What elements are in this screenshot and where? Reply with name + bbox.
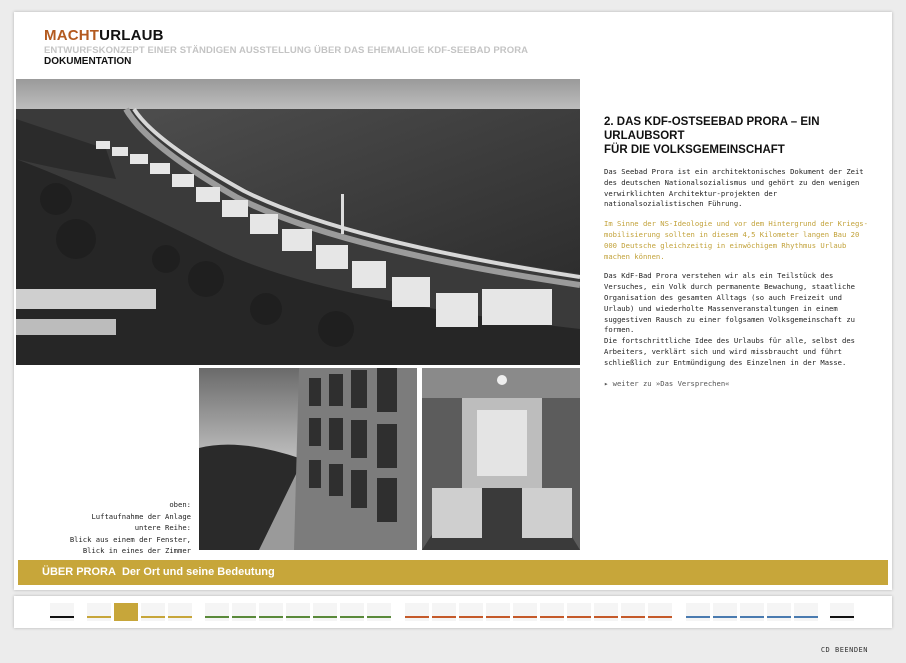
- nav-tab-indicator: [459, 616, 483, 618]
- nav-tab-4[interactable]: [141, 603, 165, 621]
- nav-tab-23[interactable]: [686, 603, 710, 621]
- nav-tab-22[interactable]: [648, 603, 672, 621]
- nav-tab-indicator: [648, 616, 672, 618]
- nav-tab-21[interactable]: [621, 603, 645, 621]
- article-paragraph-3: Das KdF-Bad Prora verstehen wir als ein Teilstück des Versuches, ein Volk durch permanente Bewachung, staatliche Organisation des gesamten Alltags (so auch Freizeit und Urlaub) und wiederholte Massenveranstaltungen in einem suggestiven Rausch zu einer folgsamen Volksgemeinschaft zu formen. Die fortschrittliche Idee des Urlaubs für alle, selbst des Arbeiters, verklärt sich und wird missbraucht und führt schließlich zur Entmündigung des Einzelnen in der Masse.: [604, 271, 855, 367]
- article-paragraph-2: Im Sinne der NS-Ideologie und vor dem Hintergrund der Kriegs-mobilisierung sollten in diesem 4,5 Kilometer langen Bau 20 000 Deutsche gleichzeitig in einwöchigem Rhythmus Urlaub machen können.: [604, 219, 868, 261]
- nav-tab-indicator: [830, 616, 854, 618]
- aerial-photo: [16, 79, 580, 365]
- nav-tab-indicator: [767, 616, 791, 618]
- nav-tab-5[interactable]: [168, 603, 192, 621]
- nav-tab-indicator: [313, 616, 337, 618]
- nav-tab-17[interactable]: [513, 603, 537, 621]
- nav-tab-indicator: [50, 616, 74, 618]
- nav-tab-25[interactable]: [740, 603, 764, 621]
- nav-tab-9[interactable]: [286, 603, 310, 621]
- nav-tab-13[interactable]: [405, 603, 429, 621]
- nav-tab-indicator: [686, 616, 710, 618]
- nav-tab-1[interactable]: [50, 603, 74, 621]
- nav-tab-indicator: [594, 616, 618, 618]
- nav-tab-27[interactable]: [794, 603, 818, 621]
- article-paragraph-1: Das Seebad Prora ist ein architektonisches Dokument der Zeit des deutschen Nationalsozialismus und gehört zu den wenigen verwirklichten Architektur-projekten der nationalsozialistischen Führung.: [604, 167, 864, 209]
- brand-title: MACHTURLAUB: [44, 27, 164, 44]
- room-view-photo: [422, 368, 580, 550]
- nav-tab-19[interactable]: [567, 603, 591, 621]
- main-panel: [14, 12, 892, 590]
- article-title: 2. DAS KDF-OSTSEEBAD PRORA – EIN URLAUBSORT FÜR DIE VOLKSGEMEINSCHAFT: [604, 116, 820, 156]
- brand-subtitle: ENTWURFSKONZEPT EINER STÄNDIGEN AUSSTELLUNG ÜBER DAS EHEMALIGE KDF-SEEBAD PRORA: [44, 45, 529, 56]
- footer-subtitle: Der Ort und seine Bedeutung: [121, 566, 275, 578]
- article: [604, 115, 869, 388]
- section-footer-bar: [18, 560, 888, 585]
- cd-end-button[interactable]: CD BEENDEN: [820, 646, 868, 654]
- chapter-navigation: [14, 596, 892, 628]
- nav-tab-indicator: [141, 616, 165, 618]
- nav-tab-28[interactable]: [830, 603, 854, 621]
- nav-tab-indicator: [259, 616, 283, 618]
- photo-caption: oben: Luftaufnahme der Anlage untere Reihe: Blick aus einem der Fenster, Blick in eines der Zimmer: [69, 500, 191, 555]
- nav-tab-indicator: [486, 616, 510, 618]
- nav-tab-indicator: [794, 616, 818, 618]
- nav-tab-indicator: [405, 616, 429, 618]
- nav-tab-7[interactable]: [232, 603, 256, 621]
- nav-tab-20[interactable]: [594, 603, 618, 621]
- nav-tab-14[interactable]: [432, 603, 456, 621]
- nav-tab-10[interactable]: [313, 603, 337, 621]
- window-view-photo: [199, 368, 417, 550]
- nav-tab-indicator: [286, 616, 310, 618]
- nav-tab-indicator: [340, 616, 364, 618]
- nav-tab-24[interactable]: [713, 603, 737, 621]
- nav-tab-indicator: [168, 616, 192, 618]
- nav-tab-indicator: [513, 616, 537, 618]
- nav-tab-26[interactable]: [767, 603, 791, 621]
- nav-tab-15[interactable]: [459, 603, 483, 621]
- next-link[interactable]: ▸ weiter zu »Das Versprechen«: [604, 378, 730, 388]
- nav-tab-indicator: [713, 616, 737, 618]
- nav-tab-12[interactable]: [367, 603, 391, 621]
- nav-tab-indicator: [567, 616, 591, 618]
- nav-tab-indicator: [621, 616, 645, 618]
- nav-tab-indicator: [432, 616, 456, 618]
- nav-tab-8[interactable]: [259, 603, 283, 621]
- nav-tab-indicator: [205, 616, 229, 618]
- nav-tab-6[interactable]: [205, 603, 229, 621]
- nav-tab-2[interactable]: [87, 603, 111, 621]
- nav-tab-indicator: [87, 616, 111, 618]
- section-label: DOKUMENTATION: [44, 56, 132, 67]
- nav-tab-11[interactable]: [340, 603, 364, 621]
- footer-title: ÜBER PRORA: [42, 566, 116, 578]
- brand-header: [44, 28, 528, 68]
- nav-tab-indicator: [540, 616, 564, 618]
- nav-tab-16[interactable]: [486, 603, 510, 621]
- nav-tab-indicator: [367, 616, 391, 618]
- nav-tab-18[interactable]: [540, 603, 564, 621]
- nav-tab-3[interactable]: [114, 603, 138, 621]
- nav-tab-indicator: [740, 616, 764, 618]
- nav-tab-indicator: [232, 616, 256, 618]
